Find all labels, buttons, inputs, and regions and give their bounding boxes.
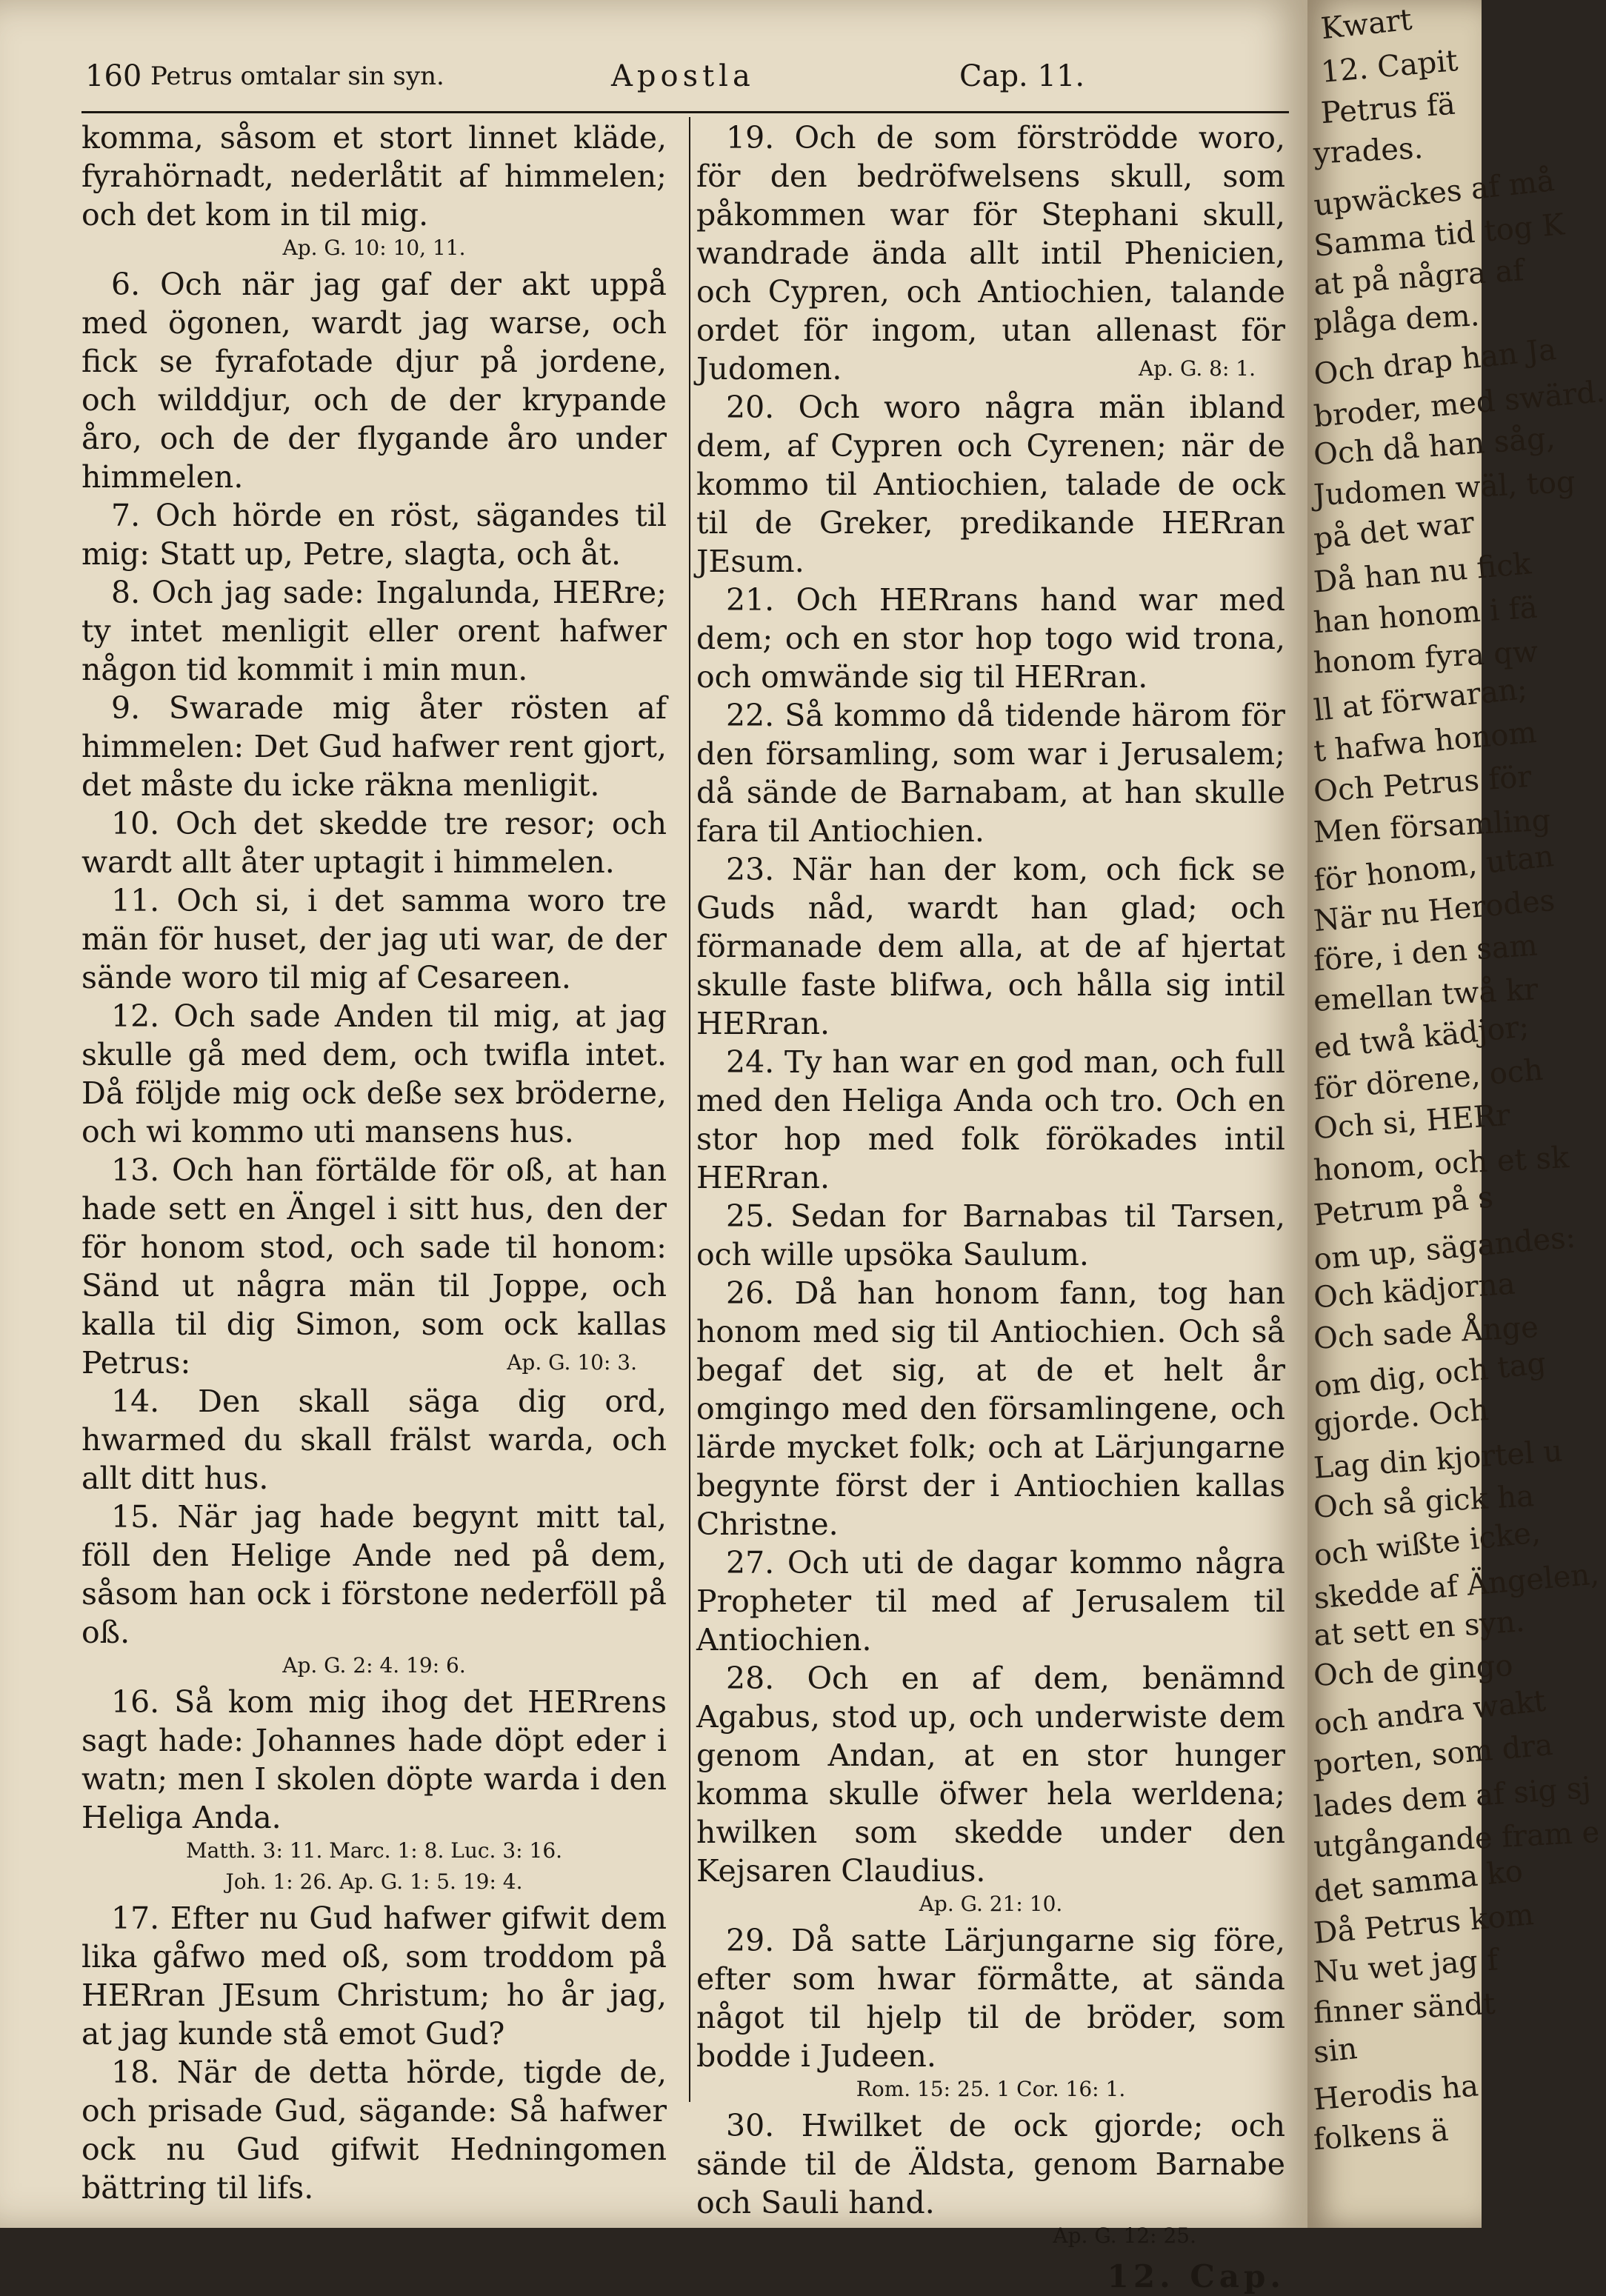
verse-text: 9. Swarade mig åter rösten af himmelen: Det Gud hafwer rent gjort, det måste du icke räkna menligit. [81,690,667,803]
facing-page-line: lades dem af sig sj [1312,1770,1593,1825]
verse-text: 26. Då han honom fann, tog han honom med sig til Antiochien. Och så begaf det sig, at de et helt år omgingo med den församlingene, och lärde mycket folk; och at Lärjungarne begynte först der i Antiochien kallas Christne. [696,1275,1285,1542]
verse-paragraph [81,689,667,804]
facing-page-line: utgångande fram e [1313,1815,1601,1865]
facing-page-edge [1307,0,1606,2228]
verse-text: 30. Hwilket de ock gjorde; och sände til de Äldsta, genom Barnabe och Sauli hand. [696,2108,1285,2220]
facing-page-line: Och Petrus för [1312,759,1533,810]
facing-page-line: ll at förwaran; [1312,672,1529,728]
verse-paragraph [696,1274,1285,1544]
facing-page-line: Då han nu fick [1312,547,1533,600]
verse-paragraph [696,119,1285,388]
verse-text: 28. Och en af dem, benämnd Agabus, stod up, och underwiste dem genom Andan, at en stor hunger komma skulle öfwer hela werldena; hwilken som skedde under den Kejsaren Claudius. [696,1661,1285,1889]
cross-reference: Ap. G. 12: 25. [1053,2223,1196,2248]
cross-reference: Ap. G. 8: 1. [1139,356,1256,381]
verse-text: 7. Och hörde en röst, sägandes til mig: Statt up, Petre, slagta, och åt. [81,498,667,572]
verse-text: 21. Och HERrans hand war med dem; och en stor hop togo wid trona, och omwände sig til HERran. [696,582,1285,695]
facing-page-line: finner sändt [1312,1986,1496,2031]
verse-paragraph [81,804,667,881]
facing-page-line: Och sade Ånge [1313,1310,1539,1356]
verse-paragraph [81,573,667,689]
verse-text: 19. Och de som förströdde woro, för den bedröfwelsens skull, som påkommen war för Stephani skull, wandrade ända allt intil Phenicien, och Cypren, och Antiochien, talande ordet för ingom, utan allenast för Judomen. [696,120,1285,387]
verse-text: 29. Då satte Lärjungarne sig före, efter som hwar förmåtte, at sända något til hjelp til de bröder, som bodde i Judeen. [696,1923,1285,2074]
verse-text: 22. Så kommo då tidende härom för den församling, som war i Jerusalem; då sände de Barnabam, at han skulle fara til Antiochien. [696,698,1285,849]
facing-page-line: Petrus fä [1319,87,1457,131]
facing-page-line: Herodis ha [1312,2069,1480,2118]
cross-reference: Ap. G. 10: 10, 11. [282,236,466,260]
facing-page-line: honom fyra qw [1313,635,1539,681]
verse-paragraph [696,1544,1285,1659]
verse-paragraph [81,265,667,496]
verse-paragraph [696,1659,1285,1890]
facing-page-line: Nu wet jag f [1312,1943,1499,1990]
facing-page-line: Lag din kjortel u [1312,1434,1564,1486]
chapter-label: Cap. 11. [959,59,1085,93]
facing-page-line: plåga dem. [1312,298,1481,341]
page-header [85,43,1285,110]
facing-page-line: skedde af Ängelen, [1312,1557,1601,1616]
verse-text: 13. Och han förtälde för oß, at han hade sett en Ängel i sitt hus, den der för honom stod, och sade til honom: Sänd ut några män til Joppe, och kalla til dig Simon, som ock kallas Petrus: [81,1152,667,1381]
facing-page-line: Då Petrus kom [1312,1898,1536,1951]
facing-page-line: för honom, utan [1312,839,1556,898]
verse-paragraph [81,1683,667,1837]
verse-text: 12. Och sade Anden til mig, at jag skulle gå med dem, och twifla intet. Då följde mig ock deße sex bröderne, och wi kommo uti mansens hus. [81,998,667,1149]
facing-page-line: Petrum på s [1312,1180,1495,1233]
verse-paragraph [81,1899,667,2053]
verse-paragraph [696,2106,1285,2222]
facing-page-line: och andra wakt [1312,1683,1547,1743]
verse-paragraph [696,1197,1285,1274]
facing-page-line: före, i den sam [1312,928,1539,978]
facing-page-line: det samma ko [1312,1854,1525,1910]
verse-paragraph [81,881,667,997]
cross-reference: Joh. 1: 26. Ap. G. 1: 5. 19: 4. [225,1869,523,1894]
facing-page-line: broder, med swärd. [1312,374,1606,435]
verse-text: 24. Ty han war en god man, och full med den Heliga Anda och tro. Och en stor hop med folk förökades intil HERran. [696,1044,1285,1195]
verse-text: 23. När han der kom, och fick se Guds nåd, wardt han glad; och förmanade dem alla, at de af hjertat skulle faste blifwa, och hålla sig intil HERran. [696,852,1285,1041]
verse-text: 15. När jag hade begynt mitt tal, föll den Helige Ande ned på dem, såsom han ock i förstone nederföll på oß. [81,1499,667,1650]
verse-paragraph [81,2053,667,2207]
facing-page-line: Och de gingo [1312,1648,1514,1694]
facing-page-line: ed twå kädjor; [1312,1009,1531,1067]
verse-text: 27. Och uti de dagar kommo några Propheter til med af Jerusalem til Antiochien. [696,1545,1285,1658]
header-rule [81,111,1289,113]
verse-paragraph [81,1498,667,1652]
facing-page-line: Men församling [1313,803,1552,850]
facing-page-line: Och si, HERr [1312,1098,1512,1147]
verse-paragraph [696,388,1285,581]
facing-page-line: han honom i fä [1312,590,1539,641]
verse-paragraph [81,1151,667,1382]
facing-page-line: 12. Capit [1319,44,1459,90]
facing-page-line: sin [1311,2032,1359,2070]
catchword: 12. Cap. [1107,2258,1285,2295]
facing-page-line: t hafwa honom [1312,715,1539,770]
verse-text: 16. Så kom mig ihog det HERrens sagt hade: Johannes hade döpt eder i watn; men I skolen döpte warda i den Heliga Anda. [81,1684,667,1835]
facing-page-line: för dörene, och [1312,1052,1545,1107]
verse-paragraph [696,1043,1285,1197]
cross-reference: Ap. G. 21: 10. [919,1892,1063,1916]
facing-page-line: at sett en syn. [1312,1604,1526,1653]
facing-page-line: gjorde. Och [1312,1392,1490,1443]
verse-paragraph [696,1921,1285,2075]
facing-page-line: emellan twå kr [1313,972,1539,1018]
facing-page-line: porten, som dra [1312,1727,1554,1783]
verse-text: 6. Och när jag gaf der akt uppå med ögonen, wardt jag warse, och fick se fyrafotade djur på jordene, och wilddjur, och de der krypande åro, och de der flygande åro under himmelen. [81,267,667,495]
left-column [81,119,667,2207]
verse-text: 20. Och woro några män ibland dem, af Cypren och Cyrenen; när de kommo til Antiochien, talade de ock til de Greker, predikande HERran JEsum. [696,390,1285,579]
cross-reference: Matth. 3: 11. Marc. 1: 8. Luc. 3: 16. [185,1838,563,1863]
facing-page-line: yrades. [1312,131,1425,171]
facing-page-line: Kwart [1319,2,1414,47]
facing-page-line: upwäckes af må [1312,164,1556,223]
facing-page-line: om up, sägandes: [1312,1220,1577,1278]
cross-reference: Ap. G. 10: 3. [507,1350,637,1375]
page-number: 160 [85,59,142,93]
verse-text: 25. Sedan for Barnabas til Tarsen, och wille upsöka Saulum. [696,1198,1285,1272]
cross-reference: Rom. 15: 25. 1 Cor. 16: 1. [856,2077,1126,2101]
verse-text: 14. Den skall säga dig ord, hwarmed du skall frälst warda, och allt ditt hus. [81,1384,667,1496]
verse-text: komma, såsom et stort linnet kläde, fyrahörnadt, nederlåtit af himmelen; och det kom in til mig. [81,120,667,233]
facing-page-line: på det war [1312,505,1476,557]
verse-paragraph [81,496,667,573]
facing-page-line: och wißte icke, [1312,1515,1542,1573]
cross-reference: Ap. G. 2: 4. 19: 6. [282,1653,466,1678]
right-column [696,119,1285,2296]
verse-text: 18. När de detta hörde, tigde de, och prisade Gud, sägande: Så hafwer ock nu Gud gifwit Hedningomen bättring til lifs. [81,2055,667,2206]
verse-paragraph [81,119,667,234]
verse-text: 10. Och det skedde tre resor; och wardt allt åter uptagit i himmelen. [81,806,667,880]
verse-paragraph [81,997,667,1151]
column-divider [689,117,690,2102]
facing-page-line: at på några af [1312,253,1525,302]
facing-page-line: Och så gick ha [1313,1479,1536,1525]
verse-paragraph [696,696,1285,850]
verse-text: 8. Och jag sade: Ingalunda, HERre; ty intet menligit eller orent hafwer någon tid kommit i min mun. [81,575,667,687]
verse-paragraph [696,581,1285,696]
facing-page-line: honom, och et sk [1313,1140,1570,1189]
facing-page-line: Och kädjorna [1312,1267,1516,1315]
facing-page-line: Samma tid tog K [1312,207,1566,264]
facing-page-line: Judomen wäl, tog [1313,464,1576,513]
facing-page-line: Och drap han Ja [1312,332,1559,393]
verse-paragraph [696,850,1285,1043]
verse-text: 11. Och si, i det samma woro tre män för huset, der jag uti war, de der sände woro til mig af Cesareen. [81,883,667,995]
facing-page-line: Och då han såg, [1312,421,1556,473]
book-title: Apostla [611,59,755,93]
facing-page-line: När nu Herodes [1312,883,1556,939]
verse-paragraph [81,1382,667,1498]
facing-page-line: folkens ä [1312,2113,1450,2157]
running-title: Petrus omtalar sin syn. [150,61,444,91]
facing-page-line: om dig, och tag [1312,1346,1548,1405]
verse-text: 17. Efter nu Gud hafwer gifwit dem lika gåfwo med oß, som troddom på HERran JEsum Christum; ho år jag, at jag kunde stå emot Gud? [81,1900,667,2052]
